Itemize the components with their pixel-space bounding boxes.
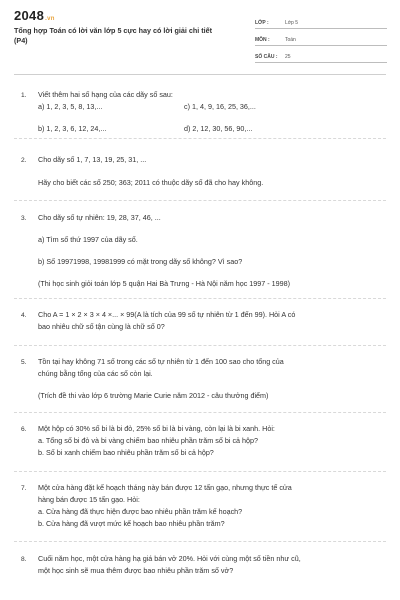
question-text: Một hộp có 30% số bi là bi đỏ, 25% số bi là bi vàng, còn lại là bi xanh. Hỏi: (38, 424, 275, 433)
question-divider (14, 345, 386, 346)
question-text: Một cửa hàng đặt kế hoạch tháng này bán được 12 tấn gạo, nhưng thực tế cửa (38, 483, 292, 492)
question-divider (14, 138, 386, 139)
question-option-a: a) 1, 2, 3, 5, 8, 13,... (38, 102, 103, 111)
question-number: 8. (21, 556, 27, 563)
question-number: 5. (21, 359, 27, 366)
question-text: một học sinh sẽ mua thêm được bao nhiêu phần trăm số vở? (38, 566, 234, 575)
question-number: 4. (21, 312, 27, 319)
question-source: (Thi học sinh giỏi toán lớp 5 quận Hai Bà Trưng - Hà Nội năm học 1997 - 1998) (38, 279, 291, 288)
document-meta (255, 12, 387, 63)
meta-value-grade: Lớp 5 (285, 20, 299, 26)
question-text: Cho dãy số 1, 7, 13, 19, 25, 31, ... (38, 155, 147, 164)
question-part-a: a. Tổng số bi đỏ và bi vàng chiếm bao nhiêu phần trăm số bi cả hộp? (38, 436, 259, 445)
logo-suffix: .vn (45, 16, 55, 22)
document-title-line-1: Tổng hợp Toán có lời văn lớp 5 cực hay có lời giải chi tiết (14, 26, 213, 35)
question-text: Viết thêm hai số hạng của các dãy số sau: (38, 90, 173, 99)
question-number: 3. (21, 215, 27, 222)
question-text: Cho A = 1 × 2 × 3 × 4 ×... × 99(A là tích của 99 số tự nhiên từ 1 đến 99). Hỏi A có (38, 310, 296, 319)
question-divider (14, 541, 386, 542)
header-divider (14, 74, 386, 75)
question-part-b: b. Cửa hàng đã vượt mức kế hoạch bao nhiêu phần trăm? (38, 519, 225, 528)
question-part-a: a. Cửa hàng đã thực hiện được bao nhiêu phần trăm kế hoạch? (38, 507, 243, 516)
logo (14, 8, 55, 23)
document-title (14, 26, 244, 45)
meta-label-subject: MÔN : (255, 37, 270, 43)
question-option-b: b) 1, 2, 3, 6, 12, 24,... (38, 124, 107, 133)
question-divider (14, 200, 386, 201)
question-text: hàng bán được 15 tấn gạo. Hỏi: (38, 495, 140, 504)
question-number: 6. (21, 426, 27, 433)
question-divider (14, 298, 386, 299)
meta-row-grade (255, 12, 387, 29)
question-text: chúng bằng tổng của các số còn lại. (38, 369, 153, 378)
meta-value-subject: Toán (285, 37, 296, 43)
meta-value-count: 25 (285, 54, 291, 60)
meta-label-count: SỐ CÂU : (255, 54, 278, 60)
question-part-b: b) Số 19971998, 19981999 có mặt trong dãy số không? Vì sao? (38, 257, 243, 266)
question-part-a: a) Tìm số thứ 1997 của dãy số. (38, 235, 138, 244)
question-text: Tồn tại hay không 71 số trong các số tự nhiên từ 1 đến 100 sao cho tổng của (38, 357, 284, 366)
question-text: Cuối năm học, một cửa hàng hạ giá bán vở 20%. Hỏi với cùng một số tiền như cũ, (38, 554, 301, 563)
document-title-line-2: (P4) (14, 35, 28, 45)
meta-label-grade: LỚP : (255, 20, 269, 26)
question-text: Hãy cho biết các số 250; 363; 2011 có thuộc dãy số đã cho hay không. (38, 178, 264, 187)
question-source: (Trích đề thi vào lớp 6 trường Marie Curie năm 2012 - câu thưởng điểm) (38, 391, 269, 400)
question-option-c: c) 1, 4, 9, 16, 25, 36,... (184, 102, 256, 111)
question-option-d: d) 2, 12, 30, 56, 90,... (184, 124, 253, 133)
question-text: Cho dãy số tự nhiên: 19, 28, 37, 46, ... (38, 213, 161, 222)
page-header (0, 0, 400, 64)
question-divider (14, 471, 386, 472)
question-number: 2. (21, 157, 27, 164)
question-number: 1. (21, 92, 27, 99)
logo-text: 2048 (14, 8, 45, 23)
meta-row-count (255, 46, 387, 63)
question-text: bao nhiêu chữ số tận cùng là chữ số 0? (38, 322, 165, 331)
meta-row-subject (255, 29, 387, 46)
question-part-b: b. Số bi xanh chiếm bao nhiêu phần trăm số bi cả hộp? (38, 448, 214, 457)
question-divider (14, 412, 386, 413)
question-number: 7. (21, 485, 27, 492)
